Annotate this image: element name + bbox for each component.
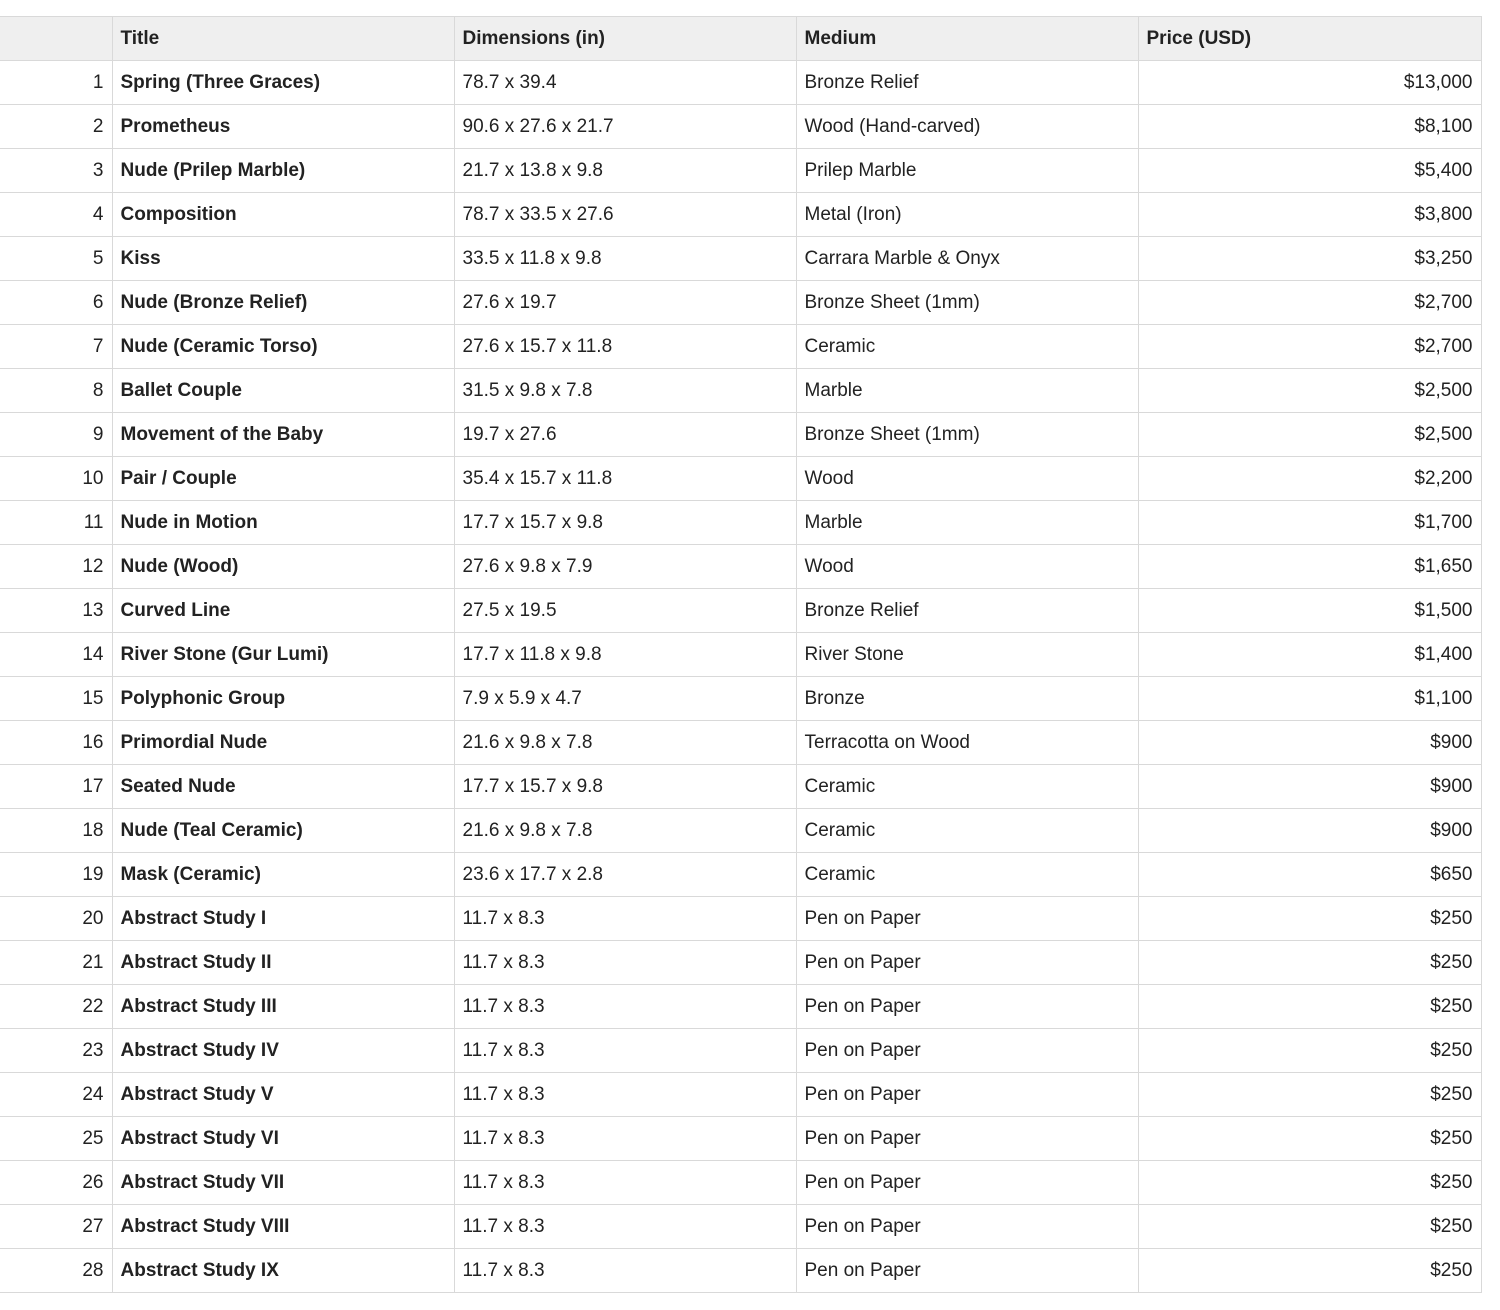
table-row: [0, 1029, 1481, 1073]
title-cell[interactable]: Pair / Couple: [112, 457, 454, 501]
table-row: [0, 545, 1481, 589]
medium-cell[interactable]: Pen on Paper: [796, 941, 1138, 985]
header-row: [0, 17, 1481, 61]
row-index-cell: 16: [0, 721, 112, 765]
medium-column-header[interactable]: Medium: [796, 17, 1138, 61]
row-index-cell: 18: [0, 809, 112, 853]
table-row: [0, 193, 1481, 237]
medium-cell[interactable]: Bronze Sheet (1mm): [796, 413, 1138, 457]
title-cell[interactable]: Seated Nude: [112, 765, 454, 809]
price-cell[interactable]: $900: [1138, 721, 1481, 765]
dimensions-cell[interactable]: 11.7 x 8.3: [454, 1205, 796, 1249]
table-row: [0, 765, 1481, 809]
price-cell[interactable]: $5,400: [1138, 149, 1481, 193]
price-cell[interactable]: $13,000: [1138, 61, 1481, 105]
dimensions-cell[interactable]: 21.7 x 13.8 x 9.8: [454, 149, 796, 193]
table-body: [0, 61, 1481, 1293]
price-cell[interactable]: $2,500: [1138, 413, 1481, 457]
dimensions-cell[interactable]: 11.7 x 8.3: [454, 1073, 796, 1117]
table-row: [0, 721, 1481, 765]
table-row: [0, 149, 1481, 193]
price-cell[interactable]: $1,400: [1138, 633, 1481, 677]
row-index-cell: 7: [0, 325, 112, 369]
title-cell[interactable]: Composition: [112, 193, 454, 237]
dimensions-cell[interactable]: 17.7 x 15.7 x 9.8: [454, 765, 796, 809]
dimensions-cell[interactable]: 90.6 x 27.6 x 21.7: [454, 105, 796, 149]
table-row: [0, 677, 1481, 721]
row-index-cell: 21: [0, 941, 112, 985]
title-cell[interactable]: Prometheus: [112, 105, 454, 149]
dimensions-cell[interactable]: 7.9 x 5.9 x 4.7: [454, 677, 796, 721]
row-index-cell: 17: [0, 765, 112, 809]
medium-cell[interactable]: Ceramic: [796, 325, 1138, 369]
price-cell[interactable]: $2,200: [1138, 457, 1481, 501]
title-cell[interactable]: Abstract Study III: [112, 985, 454, 1029]
table-row: [0, 369, 1481, 413]
table-row: [0, 941, 1481, 985]
medium-cell[interactable]: Ceramic: [796, 765, 1138, 809]
table-row: [0, 897, 1481, 941]
table-row: [0, 1205, 1481, 1249]
dimensions-cell[interactable]: 11.7 x 8.3: [454, 1117, 796, 1161]
table-row: [0, 413, 1481, 457]
title-cell[interactable]: Mask (Ceramic): [112, 853, 454, 897]
medium-cell[interactable]: Marble: [796, 501, 1138, 545]
dimensions-cell[interactable]: 11.7 x 8.3: [454, 897, 796, 941]
dimensions-cell[interactable]: 17.7 x 11.8 x 9.8: [454, 633, 796, 677]
row-index-cell: 28: [0, 1249, 112, 1293]
table-row: [0, 105, 1481, 149]
row-index-cell: 11: [0, 501, 112, 545]
dimensions-cell[interactable]: 23.6 x 17.7 x 2.8: [454, 853, 796, 897]
title-cell[interactable]: Movement of the Baby: [112, 413, 454, 457]
row-index-cell: 2: [0, 105, 112, 149]
medium-cell[interactable]: Wood: [796, 545, 1138, 589]
medium-cell[interactable]: Bronze Relief: [796, 589, 1138, 633]
price-cell[interactable]: $250: [1138, 1205, 1481, 1249]
medium-cell[interactable]: Pen on Paper: [796, 1073, 1138, 1117]
row-index-cell: 6: [0, 281, 112, 325]
price-cell[interactable]: $1,500: [1138, 589, 1481, 633]
medium-cell[interactable]: Marble: [796, 369, 1138, 413]
dimensions-cell[interactable]: 27.5 x 19.5: [454, 589, 796, 633]
row-index-cell: 3: [0, 149, 112, 193]
row-index-cell: 25: [0, 1117, 112, 1161]
row-index-cell: 9: [0, 413, 112, 457]
title-cell[interactable]: Abstract Study V: [112, 1073, 454, 1117]
price-cell[interactable]: $250: [1138, 1249, 1481, 1293]
title-cell[interactable]: Curved Line: [112, 589, 454, 633]
dimensions-cell[interactable]: 21.6 x 9.8 x 7.8: [454, 809, 796, 853]
row-index-cell: 15: [0, 677, 112, 721]
dimensions-cell[interactable]: 27.6 x 19.7: [454, 281, 796, 325]
row-index-cell: 5: [0, 237, 112, 281]
medium-cell[interactable]: Metal (Iron): [796, 193, 1138, 237]
price-cell[interactable]: $250: [1138, 1073, 1481, 1117]
row-index-cell: 14: [0, 633, 112, 677]
dimensions-cell[interactable]: 33.5 x 11.8 x 9.8: [454, 237, 796, 281]
medium-cell[interactable]: Pen on Paper: [796, 1249, 1138, 1293]
price-cell[interactable]: $1,700: [1138, 501, 1481, 545]
dimensions-cell[interactable]: 78.7 x 39.4: [454, 61, 796, 105]
title-cell[interactable]: River Stone (Gur Lumi): [112, 633, 454, 677]
dimensions-cell[interactable]: 11.7 x 8.3: [454, 1161, 796, 1205]
title-cell[interactable]: Abstract Study II: [112, 941, 454, 985]
medium-cell[interactable]: Bronze Relief: [796, 61, 1138, 105]
row-index-cell: 26: [0, 1161, 112, 1205]
row-index-cell: 10: [0, 457, 112, 501]
medium-cell[interactable]: Wood (Hand-carved): [796, 105, 1138, 149]
title-cell[interactable]: Abstract Study IX: [112, 1249, 454, 1293]
row-index-cell: 22: [0, 985, 112, 1029]
title-cell[interactable]: Abstract Study VII: [112, 1161, 454, 1205]
table-row: [0, 281, 1481, 325]
medium-cell[interactable]: Pen on Paper: [796, 1117, 1138, 1161]
table-row: [0, 853, 1481, 897]
medium-cell[interactable]: Ceramic: [796, 809, 1138, 853]
price-cell[interactable]: $250: [1138, 897, 1481, 941]
dimensions-cell[interactable]: 27.6 x 9.8 x 7.9: [454, 545, 796, 589]
medium-cell[interactable]: Prilep Marble: [796, 149, 1138, 193]
title-cell[interactable]: Nude (Wood): [112, 545, 454, 589]
price-cell[interactable]: $2,700: [1138, 325, 1481, 369]
artwork-price-table: [0, 16, 1482, 1293]
title-cell[interactable]: Ballet Couple: [112, 369, 454, 413]
title-cell[interactable]: Nude (Ceramic Torso): [112, 325, 454, 369]
price-cell[interactable]: $250: [1138, 985, 1481, 1029]
row-index-cell: 19: [0, 853, 112, 897]
price-cell[interactable]: $3,250: [1138, 237, 1481, 281]
dimensions-cell[interactable]: 11.7 x 8.3: [454, 941, 796, 985]
title-cell[interactable]: Abstract Study VI: [112, 1117, 454, 1161]
price-cell[interactable]: $250: [1138, 1117, 1481, 1161]
title-cell[interactable]: Primordial Nude: [112, 721, 454, 765]
table-row: [0, 1117, 1481, 1161]
title-cell[interactable]: Nude (Teal Ceramic): [112, 809, 454, 853]
medium-cell[interactable]: Pen on Paper: [796, 1205, 1138, 1249]
table-row: [0, 809, 1481, 853]
price-cell[interactable]: $900: [1138, 765, 1481, 809]
title-cell[interactable]: Nude in Motion: [112, 501, 454, 545]
table-row: [0, 1073, 1481, 1117]
row-index-cell: 4: [0, 193, 112, 237]
table-row: [0, 633, 1481, 677]
table-row: [0, 589, 1481, 633]
title-cell[interactable]: Polyphonic Group: [112, 677, 454, 721]
table-row: [0, 501, 1481, 545]
dimensions-cell[interactable]: 17.7 x 15.7 x 9.8: [454, 501, 796, 545]
table-row: [0, 237, 1481, 281]
title-cell[interactable]: Nude (Bronze Relief): [112, 281, 454, 325]
price-cell[interactable]: $1,650: [1138, 545, 1481, 589]
medium-cell[interactable]: Wood: [796, 457, 1138, 501]
dimensions-cell[interactable]: 19.7 x 27.6: [454, 413, 796, 457]
medium-cell[interactable]: Pen on Paper: [796, 985, 1138, 1029]
medium-cell[interactable]: Carrara Marble & Onyx: [796, 237, 1138, 281]
table-row: [0, 985, 1481, 1029]
title-column-header[interactable]: Title: [112, 17, 454, 61]
medium-cell[interactable]: Pen on Paper: [796, 897, 1138, 941]
table-row: [0, 1249, 1481, 1293]
index-column-header: [0, 17, 112, 61]
row-index-cell: 13: [0, 589, 112, 633]
price-cell[interactable]: $900: [1138, 809, 1481, 853]
medium-cell[interactable]: Bronze Sheet (1mm): [796, 281, 1138, 325]
title-cell[interactable]: Abstract Study VIII: [112, 1205, 454, 1249]
dimensions-cell[interactable]: 27.6 x 15.7 x 11.8: [454, 325, 796, 369]
price-cell[interactable]: $8,100: [1138, 105, 1481, 149]
title-cell[interactable]: Nude (Prilep Marble): [112, 149, 454, 193]
medium-cell[interactable]: River Stone: [796, 633, 1138, 677]
table-row: [0, 325, 1481, 369]
price-cell[interactable]: $250: [1138, 1029, 1481, 1073]
row-index-cell: 23: [0, 1029, 112, 1073]
price-cell[interactable]: $250: [1138, 1161, 1481, 1205]
price-cell[interactable]: $2,500: [1138, 369, 1481, 413]
medium-cell[interactable]: Bronze: [796, 677, 1138, 721]
price-cell[interactable]: $650: [1138, 853, 1481, 897]
title-cell[interactable]: Kiss: [112, 237, 454, 281]
table-row: [0, 457, 1481, 501]
row-index-cell: 12: [0, 545, 112, 589]
price-cell[interactable]: $2,700: [1138, 281, 1481, 325]
dimensions-cell[interactable]: 35.4 x 15.7 x 11.8: [454, 457, 796, 501]
dimensions-cell[interactable]: 11.7 x 8.3: [454, 1249, 796, 1293]
dimensions-column-header[interactable]: Dimensions (in): [454, 17, 796, 61]
medium-cell[interactable]: Pen on Paper: [796, 1161, 1138, 1205]
dimensions-cell[interactable]: 78.7 x 33.5 x 27.6: [454, 193, 796, 237]
medium-cell[interactable]: Ceramic: [796, 853, 1138, 897]
price-column-header[interactable]: Price (USD): [1138, 17, 1481, 61]
medium-cell[interactable]: Pen on Paper: [796, 1029, 1138, 1073]
table-row: [0, 1161, 1481, 1205]
row-index-cell: 1: [0, 61, 112, 105]
row-index-cell: 27: [0, 1205, 112, 1249]
price-cell[interactable]: $1,100: [1138, 677, 1481, 721]
row-index-cell: 8: [0, 369, 112, 413]
table-row: [0, 61, 1481, 105]
price-cell[interactable]: $250: [1138, 941, 1481, 985]
dimensions-cell[interactable]: 11.7 x 8.3: [454, 985, 796, 1029]
dimensions-cell[interactable]: 31.5 x 9.8 x 7.8: [454, 369, 796, 413]
title-cell[interactable]: Abstract Study I: [112, 897, 454, 941]
price-cell[interactable]: $3,800: [1138, 193, 1481, 237]
title-cell[interactable]: Spring (Three Graces): [112, 61, 454, 105]
dimensions-cell[interactable]: 11.7 x 8.3: [454, 1029, 796, 1073]
title-cell[interactable]: Abstract Study IV: [112, 1029, 454, 1073]
row-index-cell: 20: [0, 897, 112, 941]
row-index-cell: 24: [0, 1073, 112, 1117]
medium-cell[interactable]: Terracotta on Wood: [796, 721, 1138, 765]
dimensions-cell[interactable]: 21.6 x 9.8 x 7.8: [454, 721, 796, 765]
